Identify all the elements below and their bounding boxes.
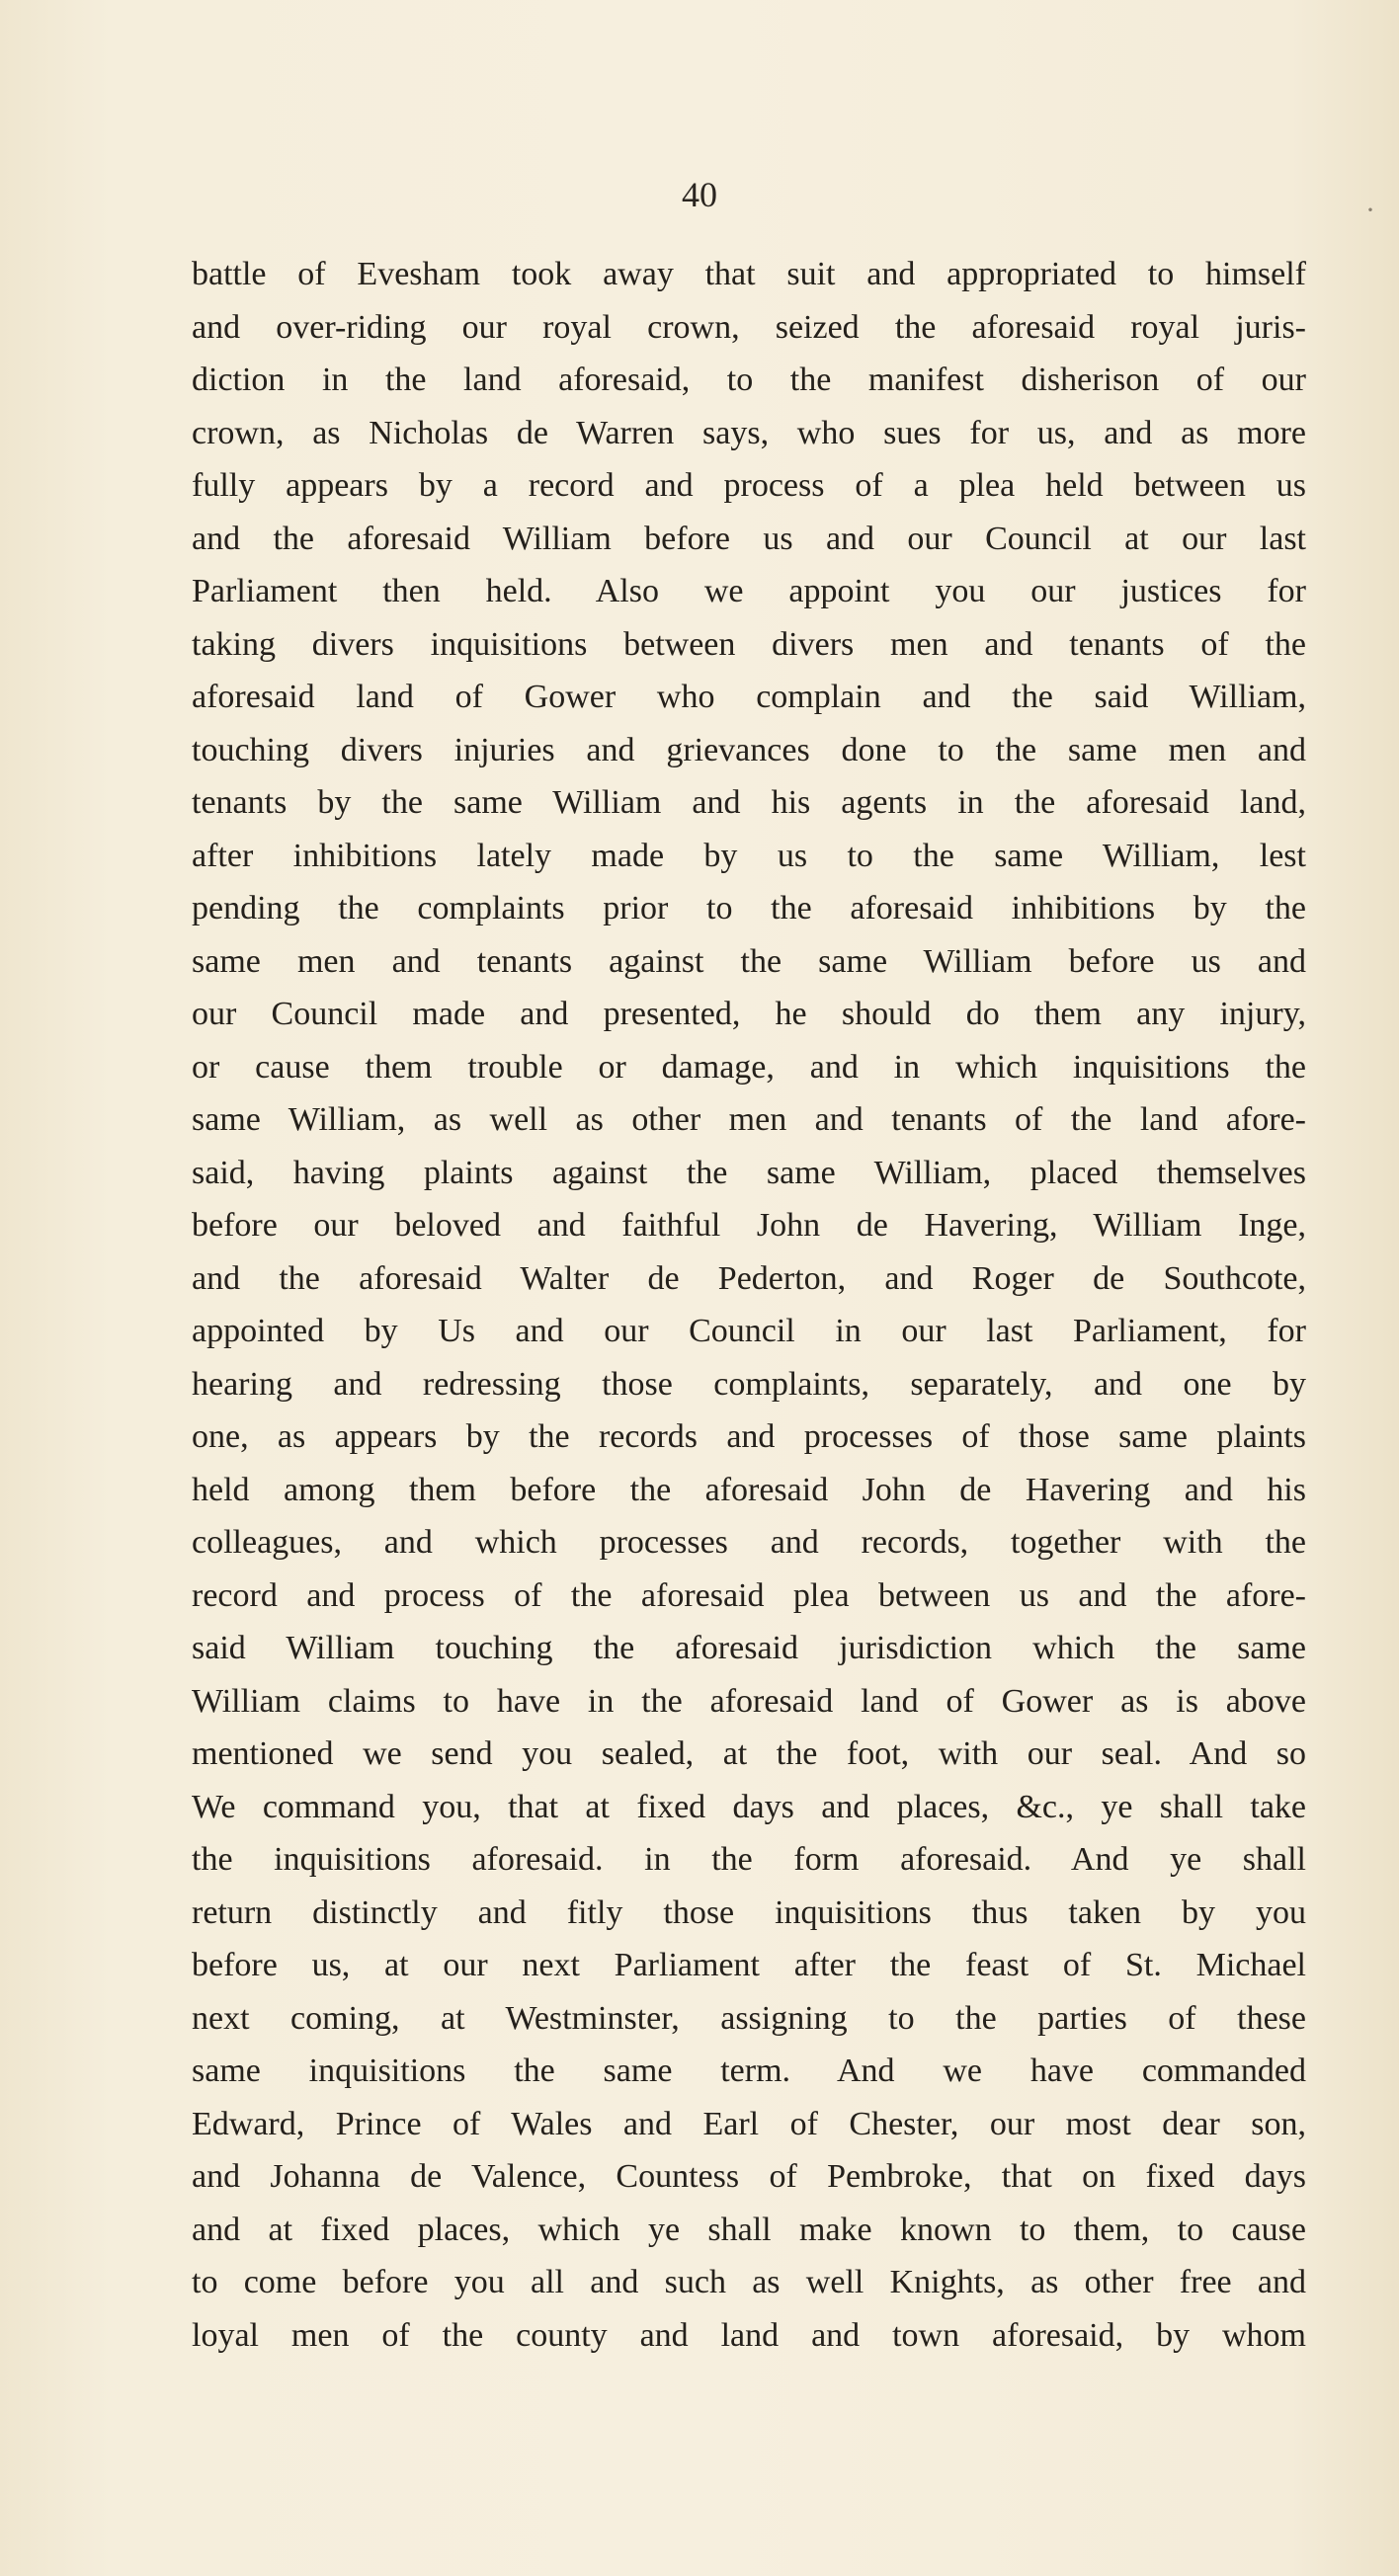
text-line: fully appears by a record and process of a plea held between us	[192, 467, 1306, 504]
text-line: and Johanna de Valence, Countess of Pembroke, that on fixed days	[192, 2158, 1306, 2195]
text-line: said, having plaints against the same William, placed themselves	[192, 1154, 1306, 1191]
text-line: aforesaid land of Gower who complain and the said William,	[192, 679, 1306, 715]
text-line: and the aforesaid William before us and our Council at our last	[192, 520, 1306, 557]
text-line: colleagues, and which processes and records, together with the	[192, 1524, 1306, 1561]
text-line: record and process of the aforesaid plea between us and the afore-	[192, 1576, 1306, 1614]
text-line: held among them before the aforesaid John de Havering and his	[192, 1471, 1306, 1508]
text-line: return distinctly and fitly those inquisitions thus taken by you	[192, 1893, 1306, 1931]
text-line: appointed by Us and our Council in our last Parliament, for	[192, 1313, 1306, 1349]
text-line: tenants by the same William and his agents in the aforesaid land,	[192, 784, 1306, 821]
text-line: crown, as Nicholas de Warren says, who sues for us, and as more	[192, 414, 1306, 451]
margin-mark: ·	[1365, 194, 1375, 226]
text-line: hearing and redressing those complaints, separately, and one by	[192, 1365, 1306, 1403]
text-line: mentioned we send you sealed, at the foot, with our seal. And so	[192, 1735, 1306, 1772]
text-line: next coming, at Westminster, assigning to the parties of these	[192, 1999, 1306, 2037]
body-text	[192, 248, 1306, 2362]
text-line: Parliament then held. Also we appoint you our justices for	[192, 573, 1306, 609]
text-line: the inquisitions aforesaid. in the form aforesaid. And ye shall	[192, 1841, 1306, 1878]
text-line: battle of Evesham took away that suit and appropriated to himself	[192, 256, 1306, 292]
text-line: diction in the land aforesaid, to the manifest disherison of our	[192, 362, 1306, 398]
text-line: before us, at our next Parliament after the feast of St. Michael	[192, 1947, 1306, 1983]
text-line: and at fixed places, which ye shall make known to them, to cause	[192, 2211, 1306, 2248]
text-line: We command you, that at fixed days and places, &c., ye shall take	[192, 1788, 1306, 1825]
page-number: 40	[682, 175, 717, 214]
text-line: and the aforesaid Walter de Pederton, and Roger de Southcote,	[192, 1259, 1306, 1297]
text-line: one, as appears by the records and processes of those same plaints	[192, 1418, 1306, 1455]
text-line: taking divers inquisitions between divers men and tenants of the	[192, 625, 1306, 663]
text-line: same William, as well as other men and tenants of the land afore-	[192, 1101, 1306, 1138]
text-line: before our beloved and faithful John de Havering, William Inge,	[192, 1207, 1306, 1244]
text-line: same inquisitions the same term. And we have commanded	[192, 2053, 1306, 2089]
text-line: after inhibitions lately made by us to the same William, lest	[192, 837, 1306, 874]
text-line: same men and tenants against the same William before us and	[192, 942, 1306, 980]
text-line: pending the complaints prior to the aforesaid inhibitions by the	[192, 890, 1306, 926]
text-line: touching divers injuries and grievances done to the same men and	[192, 731, 1306, 768]
text-line: and over-riding our royal crown, seized the aforesaid royal juris-	[192, 308, 1306, 346]
text-line: or cause them trouble or damage, and in which inquisitions the	[192, 1048, 1306, 1086]
text-line: Edward, Prince of Wales and Earl of Chester, our most dear son,	[192, 2105, 1306, 2142]
text-line: said William touching the aforesaid jurisdiction which the same	[192, 1630, 1306, 1666]
text-line: to come before you all and such as well Knights, as other free and	[192, 2264, 1306, 2300]
text-line: William claims to have in the aforesaid land of Gower as is above	[192, 1682, 1306, 1720]
text-line: loyal men of the county and land and town aforesaid, by whom	[192, 2316, 1306, 2354]
text-line: our Council made and presented, he should do them any injury,	[192, 996, 1306, 1032]
